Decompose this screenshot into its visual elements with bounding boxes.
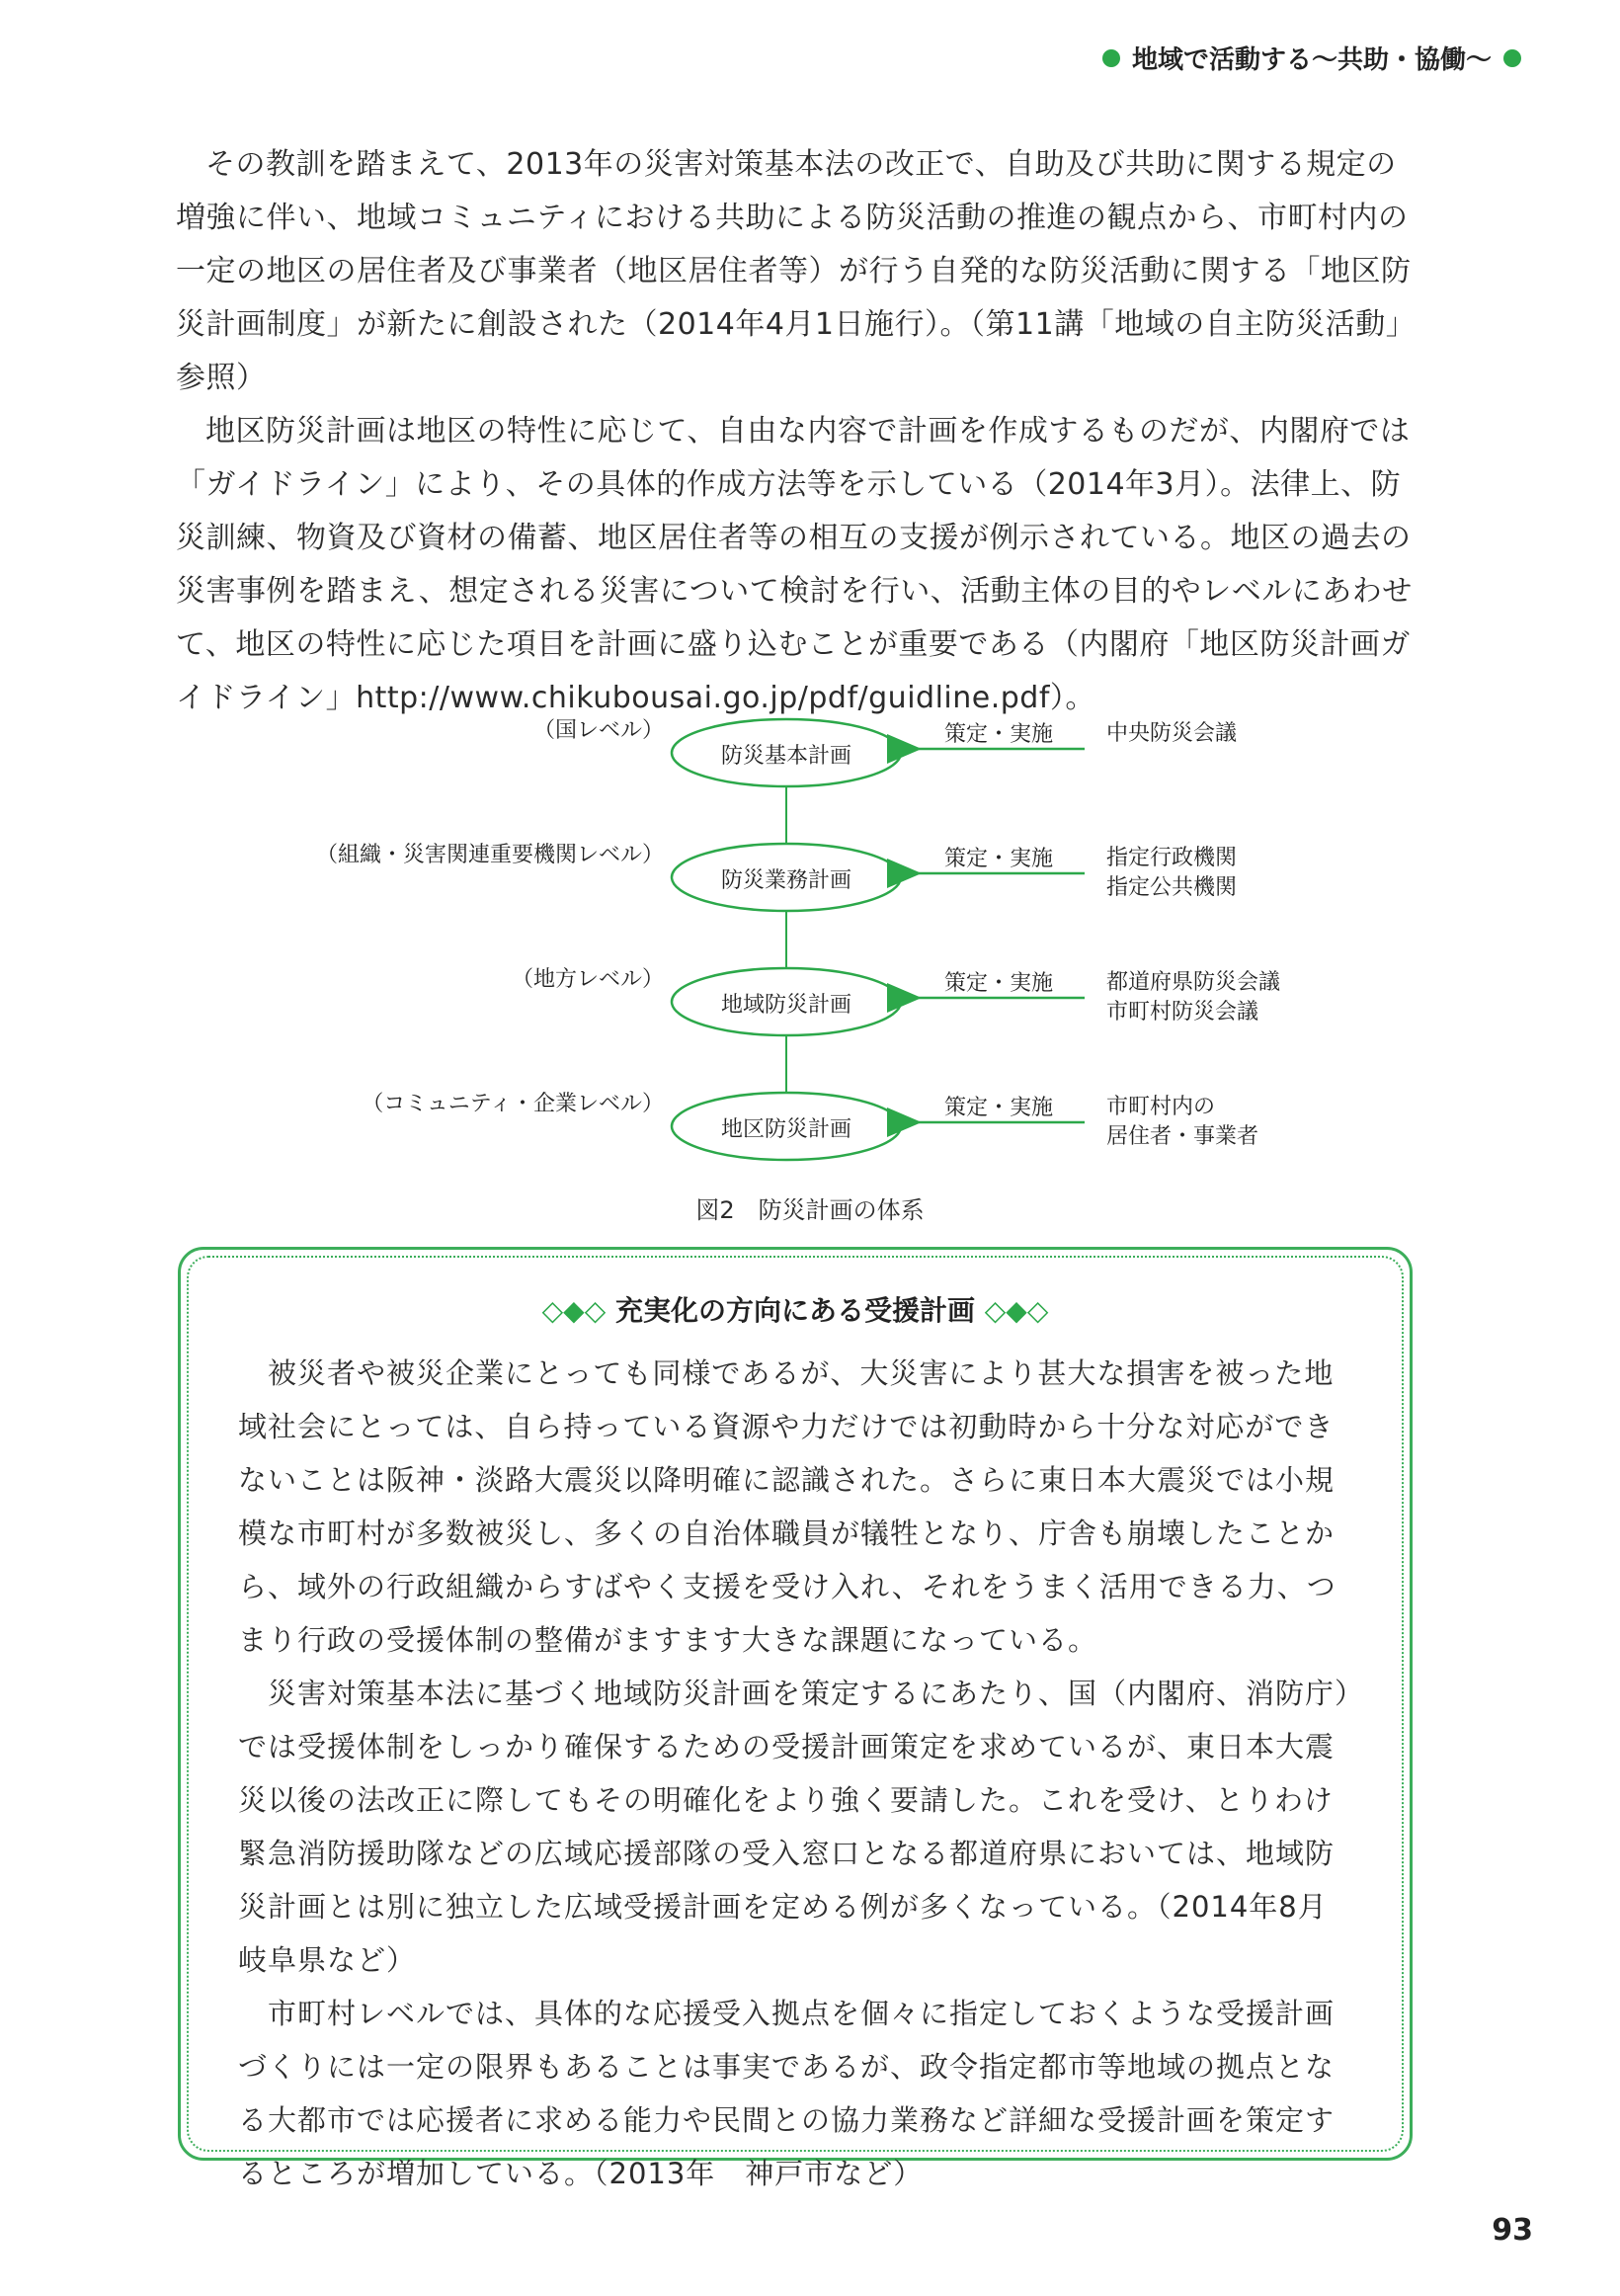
actor-line: 指定行政機関 xyxy=(1106,846,1238,870)
action-label: 策定・実施 xyxy=(944,971,1054,996)
plan-hierarchy-diagram xyxy=(0,692,1620,1245)
page-number: 93 xyxy=(1492,2213,1533,2248)
column-box xyxy=(178,1247,1413,2190)
actor-line: 市町村防災会議 xyxy=(1106,1000,1259,1025)
action-label: 策定・実施 xyxy=(944,722,1054,747)
actor-text xyxy=(1106,844,1237,903)
actor-line: 指定公共機関 xyxy=(1106,875,1238,900)
actor-line: 市町村内の xyxy=(1106,1095,1216,1119)
column-title xyxy=(181,1289,1410,1329)
body-paragraph: 地区防災計画は地区の特性に応じて、自由な内容で計画を作成するものだが、内閣府では「ガイドライン」により、その具体的作成方法等を示している（2014年3月）。法律上、防災訓練、物資及び資材の備蓄、地区居住者等の相互の支援が例示されている。地区の過去の災害事例を踏まえ、想定される災害について検討を行い、活動主体の目的やレベルにあわせて、地区の特性に応じた項目を計画に盛り込むことが重要である（内閣府「地区防災計画ガイドライン」http://www.chikubousai.go.jp/pdf/guidline.pdf）。 xyxy=(176,414,1413,715)
plan-name: 地域防災計画 xyxy=(720,993,851,1018)
level-label: （地方レベル） xyxy=(511,967,664,992)
diamond-deco-icon: ◇◆◇ xyxy=(541,1294,607,1327)
actor-line: 都道府県防災会議 xyxy=(1106,970,1281,995)
body-text xyxy=(176,138,1420,725)
action-label: 策定・実施 xyxy=(944,847,1054,871)
column-paragraph: 市町村レベルでは、具体的な応援受入拠点を個々に指定しておくような受援計画づくりには一定の限界もあることは事実であるが、政令指定都市等地域の拠点となる大都市では応援者に求める能力や民間との協力業務など詳細な受援計画を策定するところが増加している。（2013年 神戸市など） xyxy=(238,1997,1336,2190)
plan-name: 地区防災計画 xyxy=(720,1117,851,1142)
body-paragraph: その教訓を踏まえて、2013年の災害対策基本法の改正で、自助及び共助に関する規定の増強に伴い、地域コミュニティにおける共助による防災活動の推進の観点から、市町村内の一定の地区の居住者及び事業者（地区居住者等）が行う自発的な防災活動に関する「地区防災計画制度」が新たに創設された（2014年4月1日施行）。（第11講「地域の自主防災活動」参照） xyxy=(176,147,1417,395)
diagram-lines xyxy=(0,692,1620,1245)
column-paragraph: 被災者や被災企業にとっても同様であるが、大災害により甚大な損害を被った地域社会にとっては、自ら持っている資源や力だけでは初動時から十分な対応ができないことは阪神・淡路大震災以降明確に認識された。さらに東日本大震災では小規模な市町村が多数被災し、多くの自治体職員が犠牲となり、庁舎も崩壊したことから、域外の行政組織からすばやく支援を受け入れ、それをうまく活用できる力、つまり行政の受援体制の整備がますます大きな課題になっている。 xyxy=(238,1356,1336,1657)
column-text xyxy=(238,1347,1362,2200)
plan-name: 防災業務計画 xyxy=(720,868,851,893)
actor-text xyxy=(1106,719,1237,749)
action-label: 策定・実施 xyxy=(944,1096,1054,1120)
running-header-title: 地域で活動する〜共助・協働〜 xyxy=(1131,45,1492,75)
actor-line: 中央防災会議 xyxy=(1106,721,1238,746)
level-label: （国レベル） xyxy=(532,718,664,743)
actor-text xyxy=(1106,1093,1258,1152)
green-dot-icon xyxy=(1503,49,1521,67)
actor-text xyxy=(1106,968,1280,1027)
column-paragraph: 災害対策基本法に基づく地域防災計画を策定するにあたり、国（内閣府、消防庁）では受援体制をしっかり確保するための受援計画策定を求めているが、東日本大震災以後の法改正に際してもその明確化をより強く要請した。これを受け、とりわけ緊急消防援助隊などの広域応援部隊の受入窓口となる都道府県においては、地域防災計画とは別に独立した広域受援計画を定める例が多くなっている。（2014年8月 岐阜県など） xyxy=(238,1677,1357,1977)
diamond-deco-icon: ◇◆◇ xyxy=(984,1294,1049,1327)
level-label: （コミュニティ・企業レベル） xyxy=(362,1092,664,1116)
level-label: （組織・災害関連重要機関レベル） xyxy=(315,843,664,867)
actor-line: 居住者・事業者 xyxy=(1106,1124,1259,1149)
running-header xyxy=(1102,40,1521,76)
column-title-text: 充実化の方向にある受援計画 xyxy=(614,1294,975,1327)
figure-caption: 図2 防災計画の体系 xyxy=(695,1196,925,1224)
plan-name: 防災基本計画 xyxy=(720,744,851,769)
green-dot-icon xyxy=(1102,49,1120,67)
